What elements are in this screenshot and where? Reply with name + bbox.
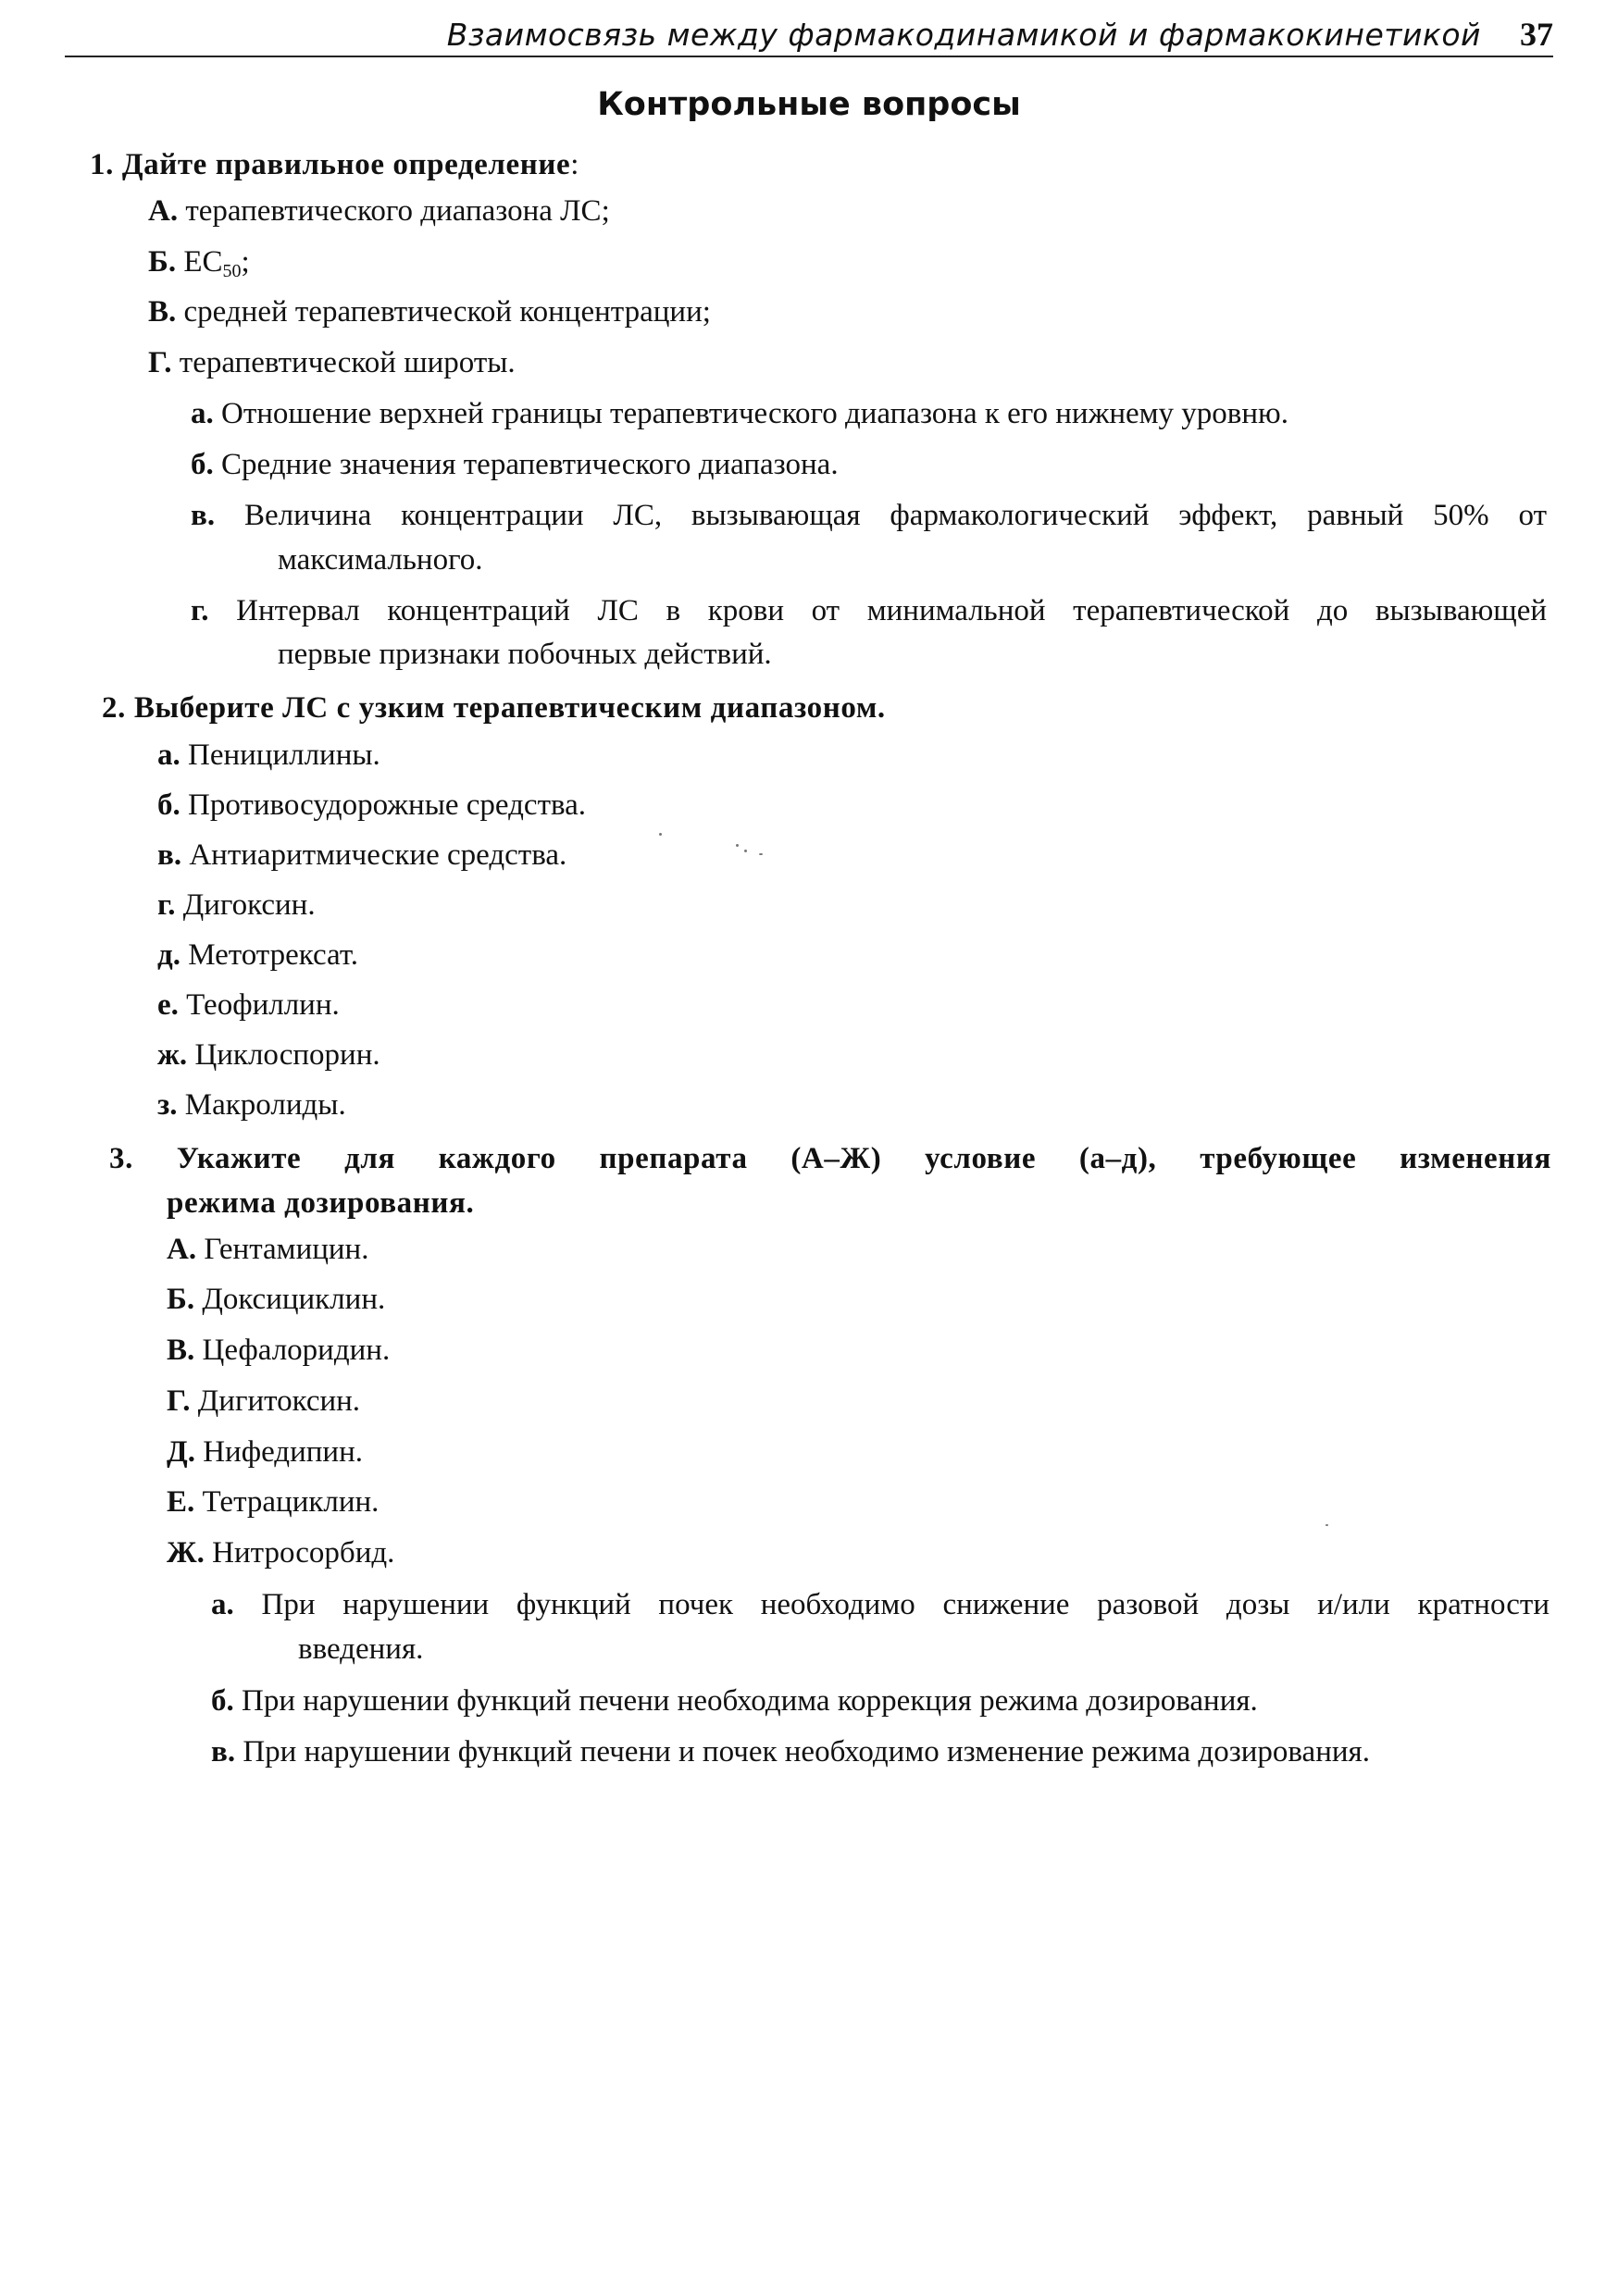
- item-marker: А.: [167, 1233, 197, 1266]
- answer-item: [191, 395, 1288, 432]
- item-text: Величина концентрации ЛС, вызывающая фармакологический эффект, равный 50% от: [243, 499, 1547, 532]
- page-number: 37: [1520, 16, 1553, 53]
- item-text: Средние значения терапевтического диапазона.: [221, 448, 839, 481]
- drug-item: [167, 1231, 368, 1268]
- answer-item: [191, 592, 1547, 629]
- item-text: терапевтического диапазона ЛС;: [185, 194, 610, 228]
- option-item: [157, 1086, 346, 1123]
- answer-item: [191, 497, 1547, 534]
- item-text: Антиаритмические средства.: [189, 838, 567, 872]
- item-subscript: 50: [222, 261, 242, 281]
- term-item: [148, 293, 711, 330]
- item-marker: В.: [167, 1334, 195, 1367]
- section-heading: Контрольные вопросы: [597, 86, 1021, 123]
- item-text: Макролиды.: [184, 1088, 346, 1122]
- item-text: Тетрациклин.: [202, 1485, 380, 1519]
- item-text: При нарушении функций печени необходима коррекция режима дозирования.: [242, 1684, 1258, 1718]
- item-text: Интервал концентраций ЛС в крови от минимальной терапевтической до вызывающей: [236, 594, 1548, 627]
- item-marker: Б.: [148, 245, 177, 279]
- item-marker: В.: [148, 295, 177, 329]
- item-text: Нифедипин.: [203, 1435, 363, 1469]
- answer-continuation: максимального.: [278, 543, 483, 577]
- question-text: Укажите для каждого препарата (А–Ж) условие (а–д), требующее изменения: [176, 1142, 1551, 1175]
- item-text: Дигоксин.: [182, 888, 316, 922]
- item-marker: б.: [157, 788, 180, 822]
- item-marker: г.: [157, 888, 176, 922]
- item-text: Теофиллин.: [186, 988, 340, 1022]
- drug-item: [167, 1534, 394, 1571]
- item-marker: е.: [157, 988, 179, 1022]
- item-text: средней терапевтической концентрации;: [183, 295, 711, 329]
- scan-speck: [736, 844, 739, 847]
- item-marker: г.: [191, 594, 209, 627]
- option-item: [157, 837, 566, 874]
- drug-item: [167, 1281, 385, 1318]
- item-text: Дигитоксин.: [197, 1384, 361, 1418]
- item-text: Доксициклин.: [202, 1283, 386, 1316]
- item-marker: в.: [191, 499, 216, 532]
- item-text: EC: [183, 245, 223, 279]
- item-marker: Ж.: [167, 1536, 205, 1570]
- scan-speck: [759, 853, 763, 855]
- option-item: [157, 937, 358, 974]
- item-marker: д.: [157, 938, 180, 972]
- item-text: терапевтической широты.: [179, 346, 516, 379]
- term-item: [148, 192, 610, 230]
- answer-item: [191, 446, 839, 483]
- item-marker: Е.: [167, 1485, 195, 1519]
- scan-speck: [659, 833, 662, 836]
- item-marker: б.: [191, 448, 214, 481]
- item-marker: Г.: [167, 1384, 191, 1418]
- question-3-title: [109, 1140, 1551, 1177]
- option-item: [157, 737, 380, 774]
- item-text-tail: ;: [241, 245, 250, 279]
- item-marker: А.: [148, 194, 179, 228]
- term-item: [148, 344, 516, 381]
- drug-item: [167, 1483, 379, 1520]
- scan-speck: [1326, 1524, 1328, 1526]
- item-text: Отношение верхней границы терапевтического диапазона к его нижнему уровню.: [221, 397, 1288, 430]
- item-text: Цефалоридин.: [202, 1334, 391, 1367]
- item-marker: ж.: [157, 1038, 188, 1072]
- item-text: При нарушении функций печени и почек необходимо изменение режима дозирования.: [243, 1735, 1370, 1769]
- item-marker: а.: [157, 738, 180, 772]
- item-marker: Д.: [167, 1435, 195, 1469]
- question-text: Дайте правильное определение: [121, 148, 571, 181]
- drug-item: [167, 1383, 360, 1420]
- item-text: Пенициллины.: [188, 738, 380, 772]
- item-marker: з.: [157, 1088, 178, 1122]
- option-item: [157, 987, 340, 1024]
- item-text: Метотрексат.: [188, 938, 359, 972]
- question-text: Выберите ЛС с узким терапевтическим диапазоном.: [133, 691, 886, 725]
- option-item: [157, 787, 586, 824]
- item-marker: Б.: [167, 1283, 195, 1316]
- item-marker: а.: [211, 1588, 234, 1621]
- question-number: 3.: [109, 1142, 133, 1175]
- running-header: [65, 9, 1553, 57]
- item-marker: в.: [211, 1735, 236, 1769]
- question-3-title-cont: режима дозирования.: [167, 1186, 475, 1220]
- answer-continuation: первые признаки побочных действий.: [278, 638, 772, 671]
- item-marker: в.: [157, 838, 182, 872]
- question-colon: :: [570, 148, 580, 181]
- question-number: 1.: [90, 148, 114, 181]
- condition-item: [211, 1733, 1370, 1770]
- condition-continuation: введения.: [298, 1632, 424, 1666]
- item-marker: б.: [211, 1684, 234, 1718]
- item-text: Гентамицин.: [204, 1233, 369, 1266]
- condition-item: [211, 1586, 1550, 1623]
- item-text: Нитросорбид.: [212, 1536, 395, 1570]
- scan-speck: [744, 850, 747, 852]
- condition-item: [211, 1682, 1258, 1719]
- option-item: [157, 887, 316, 924]
- item-marker: Г.: [148, 346, 172, 379]
- item-text: Противосудорожные средства.: [188, 788, 587, 822]
- question-number: 2.: [102, 691, 126, 725]
- question-1-title: [90, 146, 579, 183]
- question-2-title: [102, 689, 886, 726]
- drug-item: [167, 1332, 390, 1369]
- running-title: Взаимосвязь между фармакодинамикой и фармакокинетикой: [446, 17, 1481, 53]
- item-marker: а.: [191, 397, 214, 430]
- drug-item: [167, 1433, 363, 1471]
- item-text: Циклоспорин.: [194, 1038, 380, 1072]
- option-item: [157, 1036, 380, 1074]
- term-item: [148, 243, 250, 280]
- item-text: При нарушении функций почек необходимо снижение разовой дозы и/или кратности: [261, 1588, 1550, 1621]
